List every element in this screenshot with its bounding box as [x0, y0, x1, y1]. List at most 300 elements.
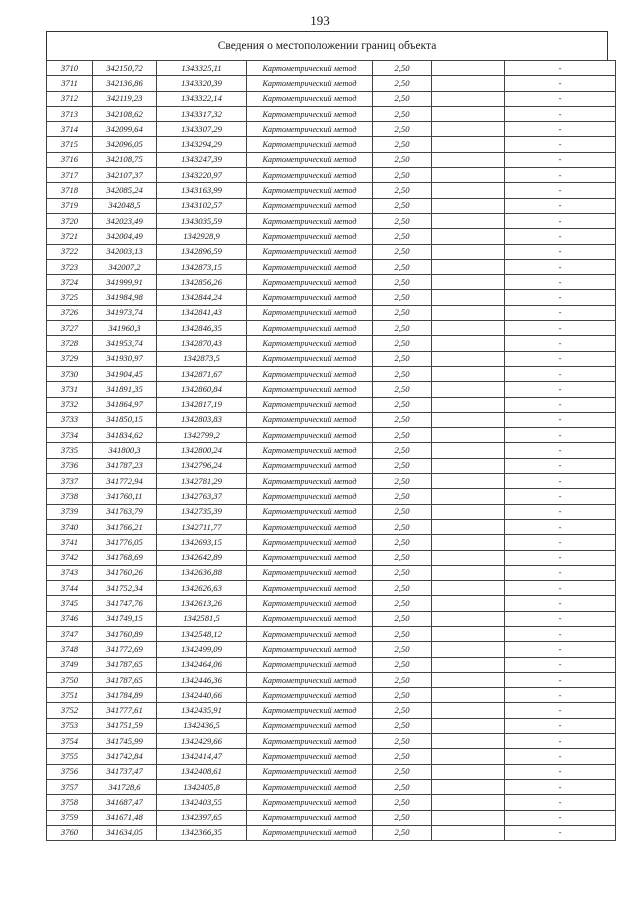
- x-coordinate-cell: 342119,23: [93, 91, 157, 106]
- x-coordinate-cell: 341752,34: [93, 581, 157, 596]
- error-cell: 2,50: [373, 61, 432, 76]
- y-coordinate-cell: 1342642,89: [157, 550, 247, 565]
- description-cell: [432, 366, 505, 381]
- note-cell: -: [505, 183, 616, 198]
- description-cell: [432, 443, 505, 458]
- description-cell: [432, 718, 505, 733]
- point-number-cell: 3724: [47, 275, 93, 290]
- x-coordinate-cell: 342096,05: [93, 137, 157, 152]
- table-row: [47, 397, 616, 412]
- point-number-cell: 3728: [47, 336, 93, 351]
- method-cell: Картометрический метод: [247, 611, 373, 626]
- point-number-cell: 3759: [47, 810, 93, 825]
- table-row: [47, 321, 616, 336]
- table-row: [47, 657, 616, 672]
- x-coordinate-cell: 341973,74: [93, 305, 157, 320]
- table-row: [47, 61, 616, 76]
- point-number-cell: 3757: [47, 779, 93, 794]
- description-cell: [432, 336, 505, 351]
- note-cell: -: [505, 106, 616, 121]
- point-number-cell: 3734: [47, 428, 93, 443]
- error-cell: 2,50: [373, 596, 432, 611]
- method-cell: Картометрический метод: [247, 106, 373, 121]
- error-cell: 2,50: [373, 458, 432, 473]
- x-coordinate-cell: 341864,97: [93, 397, 157, 412]
- error-cell: 2,50: [373, 443, 432, 458]
- y-coordinate-cell: 1342414,47: [157, 749, 247, 764]
- y-coordinate-cell: 1343325,11: [157, 61, 247, 76]
- point-number-cell: 3740: [47, 519, 93, 534]
- description-cell: [432, 183, 505, 198]
- note-cell: -: [505, 321, 616, 336]
- method-cell: Картометрический метод: [247, 122, 373, 137]
- point-number-cell: 3729: [47, 351, 93, 366]
- x-coordinate-cell: 341749,15: [93, 611, 157, 626]
- error-cell: 2,50: [373, 795, 432, 810]
- y-coordinate-cell: 1343035,59: [157, 213, 247, 228]
- point-number-cell: 3735: [47, 443, 93, 458]
- table-row: [47, 213, 616, 228]
- error-cell: 2,50: [373, 259, 432, 274]
- point-number-cell: 3753: [47, 718, 93, 733]
- note-cell: -: [505, 519, 616, 534]
- method-cell: Картометрический метод: [247, 275, 373, 290]
- note-cell: -: [505, 290, 616, 305]
- error-cell: 2,50: [373, 489, 432, 504]
- x-coordinate-cell: 341772,94: [93, 474, 157, 489]
- y-coordinate-cell: 1342896,59: [157, 244, 247, 259]
- error-cell: 2,50: [373, 428, 432, 443]
- method-cell: Картометрический метод: [247, 749, 373, 764]
- error-cell: 2,50: [373, 152, 432, 167]
- x-coordinate-cell: 342150,72: [93, 61, 157, 76]
- x-coordinate-cell: 341766,21: [93, 519, 157, 534]
- description-cell: [432, 428, 505, 443]
- method-cell: Картометрический метод: [247, 657, 373, 672]
- point-number-cell: 3714: [47, 122, 93, 137]
- y-coordinate-cell: 1342408,61: [157, 764, 247, 779]
- y-coordinate-cell: 1343220,97: [157, 168, 247, 183]
- error-cell: 2,50: [373, 76, 432, 91]
- table-row: [47, 290, 616, 305]
- table-row: [47, 91, 616, 106]
- description-cell: [432, 474, 505, 489]
- method-cell: Картометрический метод: [247, 168, 373, 183]
- description-cell: [432, 91, 505, 106]
- method-cell: Картометрический метод: [247, 795, 373, 810]
- table-row: [47, 596, 616, 611]
- description-cell: [432, 458, 505, 473]
- note-cell: -: [505, 581, 616, 596]
- x-coordinate-cell: 341999,91: [93, 275, 157, 290]
- description-cell: [432, 626, 505, 641]
- error-cell: 2,50: [373, 626, 432, 641]
- note-cell: -: [505, 626, 616, 641]
- y-coordinate-cell: 1342803,83: [157, 412, 247, 427]
- note-cell: -: [505, 718, 616, 733]
- description-cell: [432, 825, 505, 840]
- x-coordinate-cell: 341960,3: [93, 321, 157, 336]
- description-cell: [432, 397, 505, 412]
- error-cell: 2,50: [373, 229, 432, 244]
- point-number-cell: 3712: [47, 91, 93, 106]
- table-row: [47, 718, 616, 733]
- x-coordinate-cell: 342004,49: [93, 229, 157, 244]
- table-row: [47, 611, 616, 626]
- point-number-cell: 3733: [47, 412, 93, 427]
- description-cell: [432, 198, 505, 213]
- note-cell: -: [505, 213, 616, 228]
- note-cell: -: [505, 137, 616, 152]
- error-cell: 2,50: [373, 657, 432, 672]
- description-cell: [432, 229, 505, 244]
- y-coordinate-cell: 1342796,24: [157, 458, 247, 473]
- point-number-cell: 3749: [47, 657, 93, 672]
- point-number-cell: 3748: [47, 642, 93, 657]
- method-cell: Картометрический метод: [247, 443, 373, 458]
- x-coordinate-cell: 341850,15: [93, 412, 157, 427]
- table-row: [47, 795, 616, 810]
- method-cell: Картометрический метод: [247, 764, 373, 779]
- error-cell: 2,50: [373, 366, 432, 381]
- table-row: [47, 672, 616, 687]
- note-cell: -: [505, 642, 616, 657]
- description-cell: [432, 550, 505, 565]
- point-number-cell: 3736: [47, 458, 93, 473]
- x-coordinate-cell: 341787,23: [93, 458, 157, 473]
- description-cell: [432, 382, 505, 397]
- description-cell: [432, 688, 505, 703]
- x-coordinate-cell: 341747,76: [93, 596, 157, 611]
- method-cell: Картометрический метод: [247, 810, 373, 825]
- table-row: [47, 382, 616, 397]
- method-cell: Картометрический метод: [247, 412, 373, 427]
- description-cell: [432, 795, 505, 810]
- note-cell: -: [505, 229, 616, 244]
- point-number-cell: 3737: [47, 474, 93, 489]
- note-cell: -: [505, 244, 616, 259]
- x-coordinate-cell: 341984,98: [93, 290, 157, 305]
- y-coordinate-cell: 1343102,57: [157, 198, 247, 213]
- note-cell: -: [505, 412, 616, 427]
- description-cell: [432, 244, 505, 259]
- note-cell: -: [505, 61, 616, 76]
- note-cell: -: [505, 351, 616, 366]
- note-cell: -: [505, 565, 616, 580]
- method-cell: Картометрический метод: [247, 825, 373, 840]
- y-coordinate-cell: 1342781,29: [157, 474, 247, 489]
- note-cell: -: [505, 122, 616, 137]
- description-cell: [432, 519, 505, 534]
- error-cell: 2,50: [373, 581, 432, 596]
- x-coordinate-cell: 341800,3: [93, 443, 157, 458]
- method-cell: Картометрический метод: [247, 305, 373, 320]
- y-coordinate-cell: 1342873,15: [157, 259, 247, 274]
- x-coordinate-cell: 342007,2: [93, 259, 157, 274]
- description-cell: [432, 351, 505, 366]
- table-row: [47, 412, 616, 427]
- method-cell: Картометрический метод: [247, 626, 373, 641]
- table-row: [47, 275, 616, 290]
- note-cell: -: [505, 168, 616, 183]
- description-cell: [432, 672, 505, 687]
- y-coordinate-cell: 1342846,35: [157, 321, 247, 336]
- method-cell: Картометрический метод: [247, 321, 373, 336]
- x-coordinate-cell: 341671,48: [93, 810, 157, 825]
- description-cell: [432, 703, 505, 718]
- x-coordinate-cell: 341784,89: [93, 688, 157, 703]
- x-coordinate-cell: 342003,13: [93, 244, 157, 259]
- table-row: [47, 565, 616, 580]
- note-cell: -: [505, 336, 616, 351]
- point-number-cell: 3738: [47, 489, 93, 504]
- x-coordinate-cell: 341787,65: [93, 672, 157, 687]
- coordinates-table: [46, 60, 616, 841]
- y-coordinate-cell: 1342763,37: [157, 489, 247, 504]
- method-cell: Картометрический метод: [247, 152, 373, 167]
- description-cell: [432, 749, 505, 764]
- error-cell: 2,50: [373, 137, 432, 152]
- method-cell: Картометрический метод: [247, 213, 373, 228]
- method-cell: Картометрический метод: [247, 565, 373, 580]
- table-row: [47, 137, 616, 152]
- method-cell: Картометрический метод: [247, 672, 373, 687]
- description-cell: [432, 657, 505, 672]
- note-cell: -: [505, 504, 616, 519]
- point-number-cell: 3744: [47, 581, 93, 596]
- y-coordinate-cell: 1342873,5: [157, 351, 247, 366]
- table-row: [47, 152, 616, 167]
- y-coordinate-cell: 1342405,8: [157, 779, 247, 794]
- y-coordinate-cell: 1342735,39: [157, 504, 247, 519]
- error-cell: 2,50: [373, 168, 432, 183]
- y-coordinate-cell: 1343320,39: [157, 76, 247, 91]
- point-number-cell: 3747: [47, 626, 93, 641]
- method-cell: Картометрический метод: [247, 61, 373, 76]
- x-coordinate-cell: 341776,05: [93, 535, 157, 550]
- table-row: [47, 76, 616, 91]
- note-cell: -: [505, 657, 616, 672]
- table-row: [47, 168, 616, 183]
- y-coordinate-cell: 1342870,43: [157, 336, 247, 351]
- error-cell: 2,50: [373, 275, 432, 290]
- point-number-cell: 3713: [47, 106, 93, 121]
- method-cell: Картометрический метод: [247, 550, 373, 565]
- method-cell: Картометрический метод: [247, 734, 373, 749]
- table-row: [47, 642, 616, 657]
- description-cell: [432, 779, 505, 794]
- error-cell: 2,50: [373, 198, 432, 213]
- point-number-cell: 3726: [47, 305, 93, 320]
- point-number-cell: 3760: [47, 825, 93, 840]
- method-cell: Картометрический метод: [247, 428, 373, 443]
- table-row: [47, 351, 616, 366]
- table-row: [47, 734, 616, 749]
- y-coordinate-cell: 1342464,06: [157, 657, 247, 672]
- y-coordinate-cell: 1342626,63: [157, 581, 247, 596]
- point-number-cell: 3745: [47, 596, 93, 611]
- x-coordinate-cell: 341772,69: [93, 642, 157, 657]
- table-row: [47, 106, 616, 121]
- y-coordinate-cell: 1342366,35: [157, 825, 247, 840]
- error-cell: 2,50: [373, 642, 432, 657]
- y-coordinate-cell: 1342711,77: [157, 519, 247, 534]
- error-cell: 2,50: [373, 412, 432, 427]
- x-coordinate-cell: 342136,86: [93, 76, 157, 91]
- method-cell: Картометрический метод: [247, 688, 373, 703]
- method-cell: Картометрический метод: [247, 290, 373, 305]
- x-coordinate-cell: 341745,99: [93, 734, 157, 749]
- note-cell: -: [505, 76, 616, 91]
- point-number-cell: 3755: [47, 749, 93, 764]
- error-cell: 2,50: [373, 474, 432, 489]
- method-cell: Картометрический метод: [247, 489, 373, 504]
- error-cell: 2,50: [373, 734, 432, 749]
- method-cell: Картометрический метод: [247, 244, 373, 259]
- table-row: [47, 336, 616, 351]
- error-cell: 2,50: [373, 290, 432, 305]
- method-cell: Картометрический метод: [247, 504, 373, 519]
- table-row: [47, 535, 616, 550]
- y-coordinate-cell: 1342871,67: [157, 366, 247, 381]
- x-coordinate-cell: 341742,84: [93, 749, 157, 764]
- description-cell: [432, 137, 505, 152]
- description-cell: [432, 581, 505, 596]
- note-cell: -: [505, 305, 616, 320]
- method-cell: Картометрический метод: [247, 703, 373, 718]
- error-cell: 2,50: [373, 305, 432, 320]
- method-cell: Картометрический метод: [247, 366, 373, 381]
- note-cell: -: [505, 489, 616, 504]
- error-cell: 2,50: [373, 244, 432, 259]
- point-number-cell: 3752: [47, 703, 93, 718]
- y-coordinate-cell: 1342844,24: [157, 290, 247, 305]
- table-row: [47, 779, 616, 794]
- table-row: [47, 229, 616, 244]
- table-row: [47, 259, 616, 274]
- table-row: [47, 504, 616, 519]
- description-cell: [432, 305, 505, 320]
- note-cell: -: [505, 825, 616, 840]
- y-coordinate-cell: 1342860,84: [157, 382, 247, 397]
- description-cell: [432, 504, 505, 519]
- table-row: [47, 428, 616, 443]
- method-cell: Картометрический метод: [247, 259, 373, 274]
- note-cell: -: [505, 611, 616, 626]
- point-number-cell: 3743: [47, 565, 93, 580]
- description-cell: [432, 61, 505, 76]
- y-coordinate-cell: 1342693,15: [157, 535, 247, 550]
- method-cell: Картометрический метод: [247, 91, 373, 106]
- x-coordinate-cell: 341760,89: [93, 626, 157, 641]
- table-row: [47, 626, 616, 641]
- y-coordinate-cell: 1342446,36: [157, 672, 247, 687]
- method-cell: Картометрический метод: [247, 779, 373, 794]
- point-number-cell: 3746: [47, 611, 93, 626]
- error-cell: 2,50: [373, 382, 432, 397]
- y-coordinate-cell: 1343163,99: [157, 183, 247, 198]
- point-number-cell: 3751: [47, 688, 93, 703]
- description-cell: [432, 412, 505, 427]
- description-cell: [432, 275, 505, 290]
- x-coordinate-cell: 341634,05: [93, 825, 157, 840]
- y-coordinate-cell: 1342548,12: [157, 626, 247, 641]
- method-cell: Картометрический метод: [247, 397, 373, 412]
- x-coordinate-cell: 342108,62: [93, 106, 157, 121]
- note-cell: -: [505, 764, 616, 779]
- description-cell: [432, 168, 505, 183]
- x-coordinate-cell: 341891,35: [93, 382, 157, 397]
- table-row: [47, 703, 616, 718]
- y-coordinate-cell: 1342799,2: [157, 428, 247, 443]
- x-coordinate-cell: 341687,47: [93, 795, 157, 810]
- point-number-cell: 3727: [47, 321, 93, 336]
- table-row: [47, 581, 616, 596]
- description-cell: [432, 764, 505, 779]
- y-coordinate-cell: 1342928,9: [157, 229, 247, 244]
- point-number-cell: 3725: [47, 290, 93, 305]
- method-cell: Картометрический метод: [247, 183, 373, 198]
- y-coordinate-cell: 1342499,09: [157, 642, 247, 657]
- error-cell: 2,50: [373, 519, 432, 534]
- method-cell: Картометрический метод: [247, 137, 373, 152]
- note-cell: -: [505, 703, 616, 718]
- x-coordinate-cell: 341904,45: [93, 366, 157, 381]
- coordinates-sheet: [46, 31, 608, 841]
- error-cell: 2,50: [373, 397, 432, 412]
- note-cell: -: [505, 596, 616, 611]
- coordinates-table-body: [47, 61, 616, 841]
- description-cell: [432, 290, 505, 305]
- description-cell: [432, 489, 505, 504]
- description-cell: [432, 213, 505, 228]
- description-cell: [432, 321, 505, 336]
- method-cell: Картометрический метод: [247, 519, 373, 534]
- description-cell: [432, 734, 505, 749]
- method-cell: Картометрический метод: [247, 198, 373, 213]
- method-cell: Картометрический метод: [247, 351, 373, 366]
- description-cell: [432, 642, 505, 657]
- note-cell: -: [505, 275, 616, 290]
- error-cell: 2,50: [373, 565, 432, 580]
- x-coordinate-cell: 341953,74: [93, 336, 157, 351]
- description-cell: [432, 565, 505, 580]
- method-cell: Картометрический метод: [247, 458, 373, 473]
- description-cell: [432, 122, 505, 137]
- y-coordinate-cell: 1342817,19: [157, 397, 247, 412]
- x-coordinate-cell: 342107,37: [93, 168, 157, 183]
- x-coordinate-cell: 341834,62: [93, 428, 157, 443]
- point-number-cell: 3720: [47, 213, 93, 228]
- point-number-cell: 3732: [47, 397, 93, 412]
- method-cell: Картометрический метод: [247, 642, 373, 657]
- y-coordinate-cell: 1342856,26: [157, 275, 247, 290]
- note-cell: -: [505, 734, 616, 749]
- note-cell: -: [505, 198, 616, 213]
- point-number-cell: 3723: [47, 259, 93, 274]
- description-cell: [432, 259, 505, 274]
- method-cell: Картометрический метод: [247, 382, 373, 397]
- point-number-cell: 3718: [47, 183, 93, 198]
- x-coordinate-cell: 341760,26: [93, 565, 157, 580]
- table-row: [47, 810, 616, 825]
- x-coordinate-cell: 341787,65: [93, 657, 157, 672]
- error-cell: 2,50: [373, 351, 432, 366]
- y-coordinate-cell: 1343317,32: [157, 106, 247, 121]
- point-number-cell: 3742: [47, 550, 93, 565]
- note-cell: -: [505, 259, 616, 274]
- note-cell: -: [505, 382, 616, 397]
